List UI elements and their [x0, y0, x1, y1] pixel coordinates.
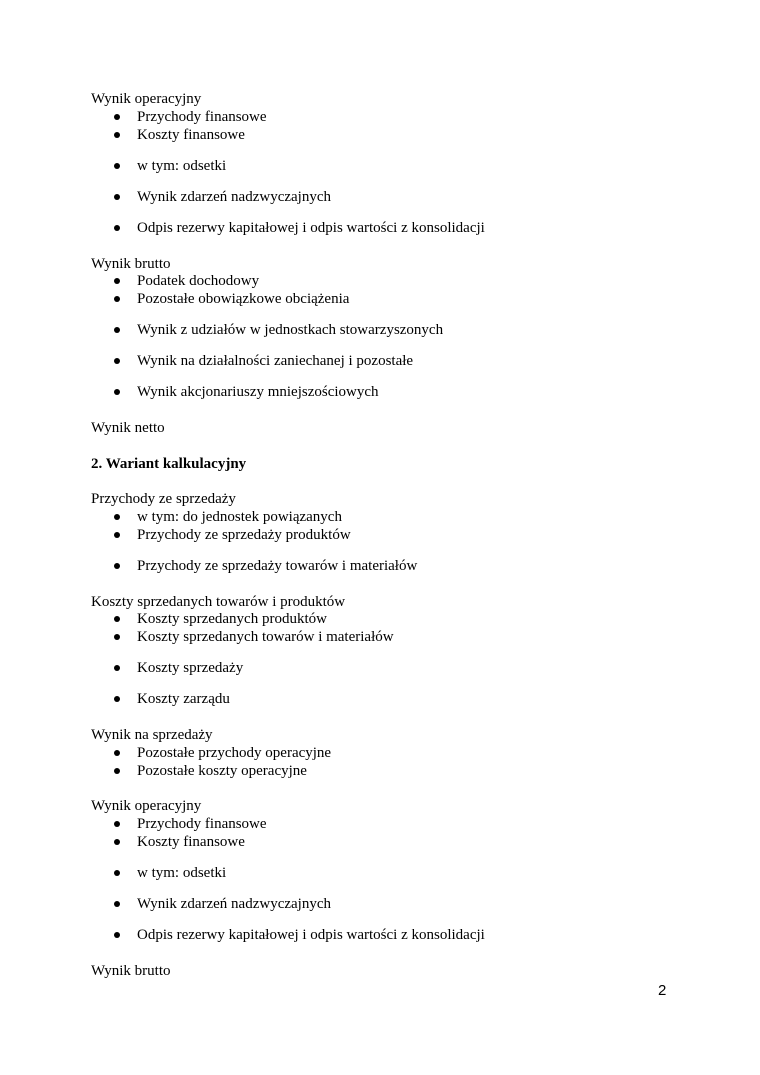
- bullet-icon: [114, 750, 120, 756]
- bullet-icon: [114, 768, 120, 774]
- heading-wynik-operacyjny: Wynik operacyjny: [91, 798, 202, 814]
- list-item: Odpis rezerwy kapitałowej i odpis wartości z konsolidacji: [137, 927, 485, 943]
- list-item: Przychody ze sprzedaży towarów i materiałów: [137, 558, 418, 574]
- bullet-icon: [114, 901, 120, 907]
- list-item: Odpis rezerwy kapitałowej i odpis wartości z konsolidacji: [137, 220, 485, 236]
- bullet-icon: [114, 278, 120, 284]
- bullet-icon: [114, 563, 120, 569]
- heading-wynik-netto: Wynik netto: [91, 420, 165, 436]
- list-item: Koszty sprzedanych towarów i materiałów: [137, 629, 394, 645]
- bullet-icon: [114, 132, 120, 138]
- bullet-icon: [114, 932, 120, 938]
- list-item: w tym: odsetki: [137, 865, 227, 881]
- list-item: Wynik akcjonariuszy mniejszościowych: [137, 384, 379, 400]
- heading-wynik-na-sprzedazy: Wynik na sprzedaży: [91, 727, 213, 743]
- heading-wynik-brutto: Wynik brutto: [91, 963, 171, 979]
- list-item: Pozostałe koszty operacyjne: [137, 763, 307, 779]
- list-item: Pozostałe obowiązkowe obciążenia: [137, 291, 350, 307]
- list-item: Koszty zarządu: [137, 691, 230, 707]
- heading-przychody-ze-sprzedazy: Przychody ze sprzedaży: [91, 491, 236, 507]
- bullet-icon: [114, 634, 120, 640]
- bullet-icon: [114, 514, 120, 520]
- list-item: Przychody ze sprzedaży produktów: [137, 527, 351, 543]
- bullet-icon: [114, 296, 120, 302]
- bullet-icon: [114, 839, 120, 845]
- heading-koszty-sprzedanych: Koszty sprzedanych towarów i produktów: [91, 594, 346, 610]
- section-title: 2. Wariant kalkulacyjny: [91, 456, 247, 472]
- bullet-icon: [114, 114, 120, 120]
- list-item: Podatek dochodowy: [137, 273, 260, 289]
- list-item: w tym: odsetki: [137, 158, 227, 174]
- list-item: Koszty sprzedaży: [137, 660, 244, 676]
- list-item: Koszty finansowe: [137, 834, 245, 850]
- list-item: Wynik na działalności zaniechanej i pozostałe: [137, 353, 414, 369]
- list-item: Pozostałe przychody operacyjne: [137, 745, 332, 761]
- list-item: w tym: do jednostek powiązanych: [137, 509, 342, 525]
- bullet-icon: [114, 696, 120, 702]
- heading-wynik-brutto: Wynik brutto: [91, 256, 171, 272]
- bullet-icon: [114, 821, 120, 827]
- page-number: 2: [658, 982, 667, 999]
- bullet-icon: [114, 327, 120, 333]
- list-item: Przychody finansowe: [137, 109, 267, 125]
- bullet-icon: [114, 163, 120, 169]
- list-item: Wynik zdarzeń nadzwyczajnych: [137, 896, 331, 912]
- list-item: Wynik z udziałów w jednostkach stowarzyszonych: [137, 322, 444, 338]
- list-item: Koszty sprzedanych produktów: [137, 611, 327, 627]
- list-item: Wynik zdarzeń nadzwyczajnych: [137, 189, 331, 205]
- list-item: Koszty finansowe: [137, 127, 245, 143]
- bullet-icon: [114, 616, 120, 622]
- bullet-icon: [114, 194, 120, 200]
- bullet-icon: [114, 870, 120, 876]
- bullet-icon: [114, 665, 120, 671]
- heading-wynik-operacyjny: Wynik operacyjny: [91, 91, 202, 107]
- bullet-icon: [114, 389, 120, 395]
- bullet-icon: [114, 225, 120, 231]
- bullet-icon: [114, 358, 120, 364]
- list-item: Przychody finansowe: [137, 816, 267, 832]
- bullet-icon: [114, 532, 120, 538]
